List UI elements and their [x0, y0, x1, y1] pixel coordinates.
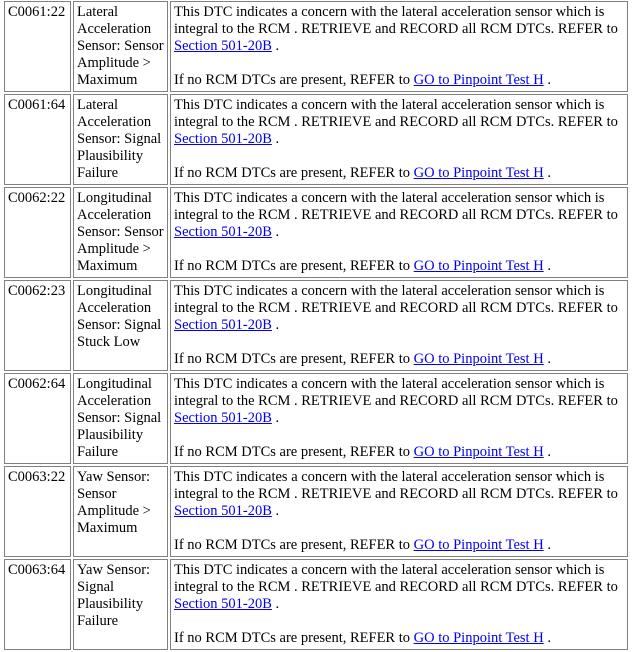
dtc-code: C0063:64 [8, 562, 66, 578]
action-paragraph [174, 376, 625, 427]
dtc-code-cell [4, 466, 71, 557]
section-link[interactable]: Section 501-20B [174, 317, 272, 333]
dtc-description: Yaw Sensor: Sensor Amplitude > Maximum [77, 469, 151, 536]
table-row [4, 1, 628, 92]
dtc-action-cell [170, 1, 628, 92]
dtc-code: C0061:64 [8, 97, 66, 113]
action-paragraph [174, 562, 625, 613]
dtc-description: Longitudinal Acceleration Sensor: Signal Stuck Low [77, 283, 162, 350]
if-no-dtc-text-end: . [543, 537, 551, 553]
dtc-code: C0063:22 [8, 469, 66, 485]
pinpoint-test-link[interactable]: GO to Pinpoint Test H [413, 72, 544, 88]
section-link[interactable]: Section 501-20B [174, 131, 272, 147]
paragraph-spacer [174, 427, 625, 444]
action-paragraph [174, 469, 625, 520]
if-no-dtc-text: If no RCM DTCs are present, REFER to [174, 537, 411, 553]
paragraph-spacer [174, 613, 625, 630]
action-text-end: . [271, 38, 280, 54]
dtc-code-cell [4, 373, 71, 464]
action-text-end: . [271, 503, 280, 519]
dtc-code: C0062:64 [8, 376, 66, 392]
if-no-dtc-text: If no RCM DTCs are present, REFER to [174, 630, 411, 646]
if-no-dtc-paragraph [174, 258, 625, 275]
dtc-action-cell [170, 94, 628, 185]
dtc-code-cell [4, 1, 71, 92]
dtc-code: C0062:22 [8, 190, 66, 206]
dtc-code-cell [4, 280, 71, 371]
dtc-description: Lateral Acceleration Sensor: Signal Plausibility Failure [77, 97, 162, 181]
if-no-dtc-paragraph [174, 165, 625, 182]
paragraph-spacer [174, 148, 625, 165]
dtc-code-cell [4, 94, 71, 185]
table-row [4, 94, 628, 185]
dtc-description-cell [73, 94, 168, 185]
if-no-dtc-text-end: . [543, 444, 551, 460]
if-no-dtc-text-end: . [543, 630, 551, 646]
if-no-dtc-paragraph [174, 351, 625, 368]
dtc-description-cell [73, 1, 168, 92]
section-link[interactable]: Section 501-20B [174, 503, 272, 519]
pinpoint-test-link[interactable]: GO to Pinpoint Test H [413, 630, 544, 646]
table-row [4, 466, 628, 557]
dtc-code: C0062:23 [8, 283, 66, 299]
section-link[interactable]: Section 501-20B [174, 596, 272, 612]
action-text-end: . [271, 131, 280, 147]
pinpoint-test-link[interactable]: GO to Pinpoint Test H [413, 258, 544, 274]
table-row [4, 559, 628, 650]
if-no-dtc-paragraph [174, 444, 625, 461]
dtc-action-cell [170, 466, 628, 557]
dtc-description-cell [73, 187, 168, 278]
action-text: This DTC indicates a concern with the lateral acceleration sensor which is integral to the RCM . RETRIEVE and RECORD all RCM DTCs. REFER to [174, 283, 618, 316]
if-no-dtc-paragraph [174, 537, 625, 554]
action-paragraph [174, 190, 625, 241]
action-paragraph [174, 97, 625, 148]
paragraph-spacer [174, 241, 625, 258]
action-text: This DTC indicates a concern with the lateral acceleration sensor which is integral to the RCM . RETRIEVE and RECORD all RCM DTCs. REFER to [174, 97, 618, 130]
dtc-description: Lateral Acceleration Sensor: Sensor Amplitude > Maximum [77, 4, 164, 88]
if-no-dtc-paragraph [174, 72, 625, 89]
if-no-dtc-text-end: . [543, 165, 551, 181]
action-text-end: . [271, 410, 280, 426]
dtc-code-cell [4, 559, 71, 650]
dtc-description: Longitudinal Acceleration Sensor: Sensor Amplitude > Maximum [77, 190, 164, 274]
pinpoint-test-link[interactable]: GO to Pinpoint Test H [413, 537, 544, 553]
dtc-action-cell [170, 559, 628, 650]
dtc-code-cell [4, 187, 71, 278]
dtc-description: Longitudinal Acceleration Sensor: Signal Plausibility Failure [77, 376, 162, 460]
pinpoint-test-link[interactable]: GO to Pinpoint Test H [413, 165, 544, 181]
dtc-description-cell [73, 559, 168, 650]
dtc-description-cell [73, 373, 168, 464]
section-link[interactable]: Section 501-20B [174, 410, 272, 426]
if-no-dtc-text-end: . [543, 351, 551, 367]
dtc-table [2, 0, 630, 652]
if-no-dtc-text-end: . [543, 258, 551, 274]
section-link[interactable]: Section 501-20B [174, 224, 272, 240]
action-text: This DTC indicates a concern with the lateral acceleration sensor which is integral to the RCM . RETRIEVE and RECORD all RCM DTCs. REFER to [174, 4, 618, 37]
if-no-dtc-text: If no RCM DTCs are present, REFER to [174, 165, 411, 181]
dtc-description: Yaw Sensor: Signal Plausibility Failure [77, 562, 151, 629]
pinpoint-test-link[interactable]: GO to Pinpoint Test H [413, 351, 544, 367]
table-row [4, 187, 628, 278]
action-text: This DTC indicates a concern with the lateral acceleration sensor which is integral to the RCM . RETRIEVE and RECORD all RCM DTCs. REFER to [174, 376, 618, 409]
action-text-end: . [271, 224, 280, 240]
dtc-description-cell [73, 466, 168, 557]
table-row [4, 280, 628, 371]
if-no-dtc-text-end: . [543, 72, 551, 88]
action-text-end: . [271, 596, 280, 612]
action-text: This DTC indicates a concern with the lateral acceleration sensor which is integral to the RCM . RETRIEVE and RECORD all RCM DTCs. REFER to [174, 562, 618, 595]
action-text: This DTC indicates a concern with the lateral acceleration sensor which is integral to the RCM . RETRIEVE and RECORD all RCM DTCs. REFER to [174, 190, 618, 223]
pinpoint-test-link[interactable]: GO to Pinpoint Test H [413, 444, 544, 460]
action-paragraph [174, 4, 625, 55]
action-text-end: . [271, 317, 280, 333]
table-row [4, 373, 628, 464]
if-no-dtc-text: If no RCM DTCs are present, REFER to [174, 351, 411, 367]
paragraph-spacer [174, 334, 625, 351]
paragraph-spacer [174, 55, 625, 72]
dtc-description-cell [73, 280, 168, 371]
action-text: This DTC indicates a concern with the lateral acceleration sensor which is integral to the RCM . RETRIEVE and RECORD all RCM DTCs. REFER to [174, 469, 618, 502]
if-no-dtc-text: If no RCM DTCs are present, REFER to [174, 72, 411, 88]
if-no-dtc-text: If no RCM DTCs are present, REFER to [174, 444, 411, 460]
action-paragraph [174, 283, 625, 334]
paragraph-spacer [174, 520, 625, 537]
dtc-table-body [4, 1, 628, 650]
dtc-action-cell [170, 280, 628, 371]
dtc-action-cell [170, 187, 628, 278]
dtc-action-cell [170, 373, 628, 464]
section-link[interactable]: Section 501-20B [174, 38, 272, 54]
dtc-code: C0061:22 [8, 4, 66, 20]
if-no-dtc-text: If no RCM DTCs are present, REFER to [174, 258, 411, 274]
if-no-dtc-paragraph [174, 630, 625, 647]
